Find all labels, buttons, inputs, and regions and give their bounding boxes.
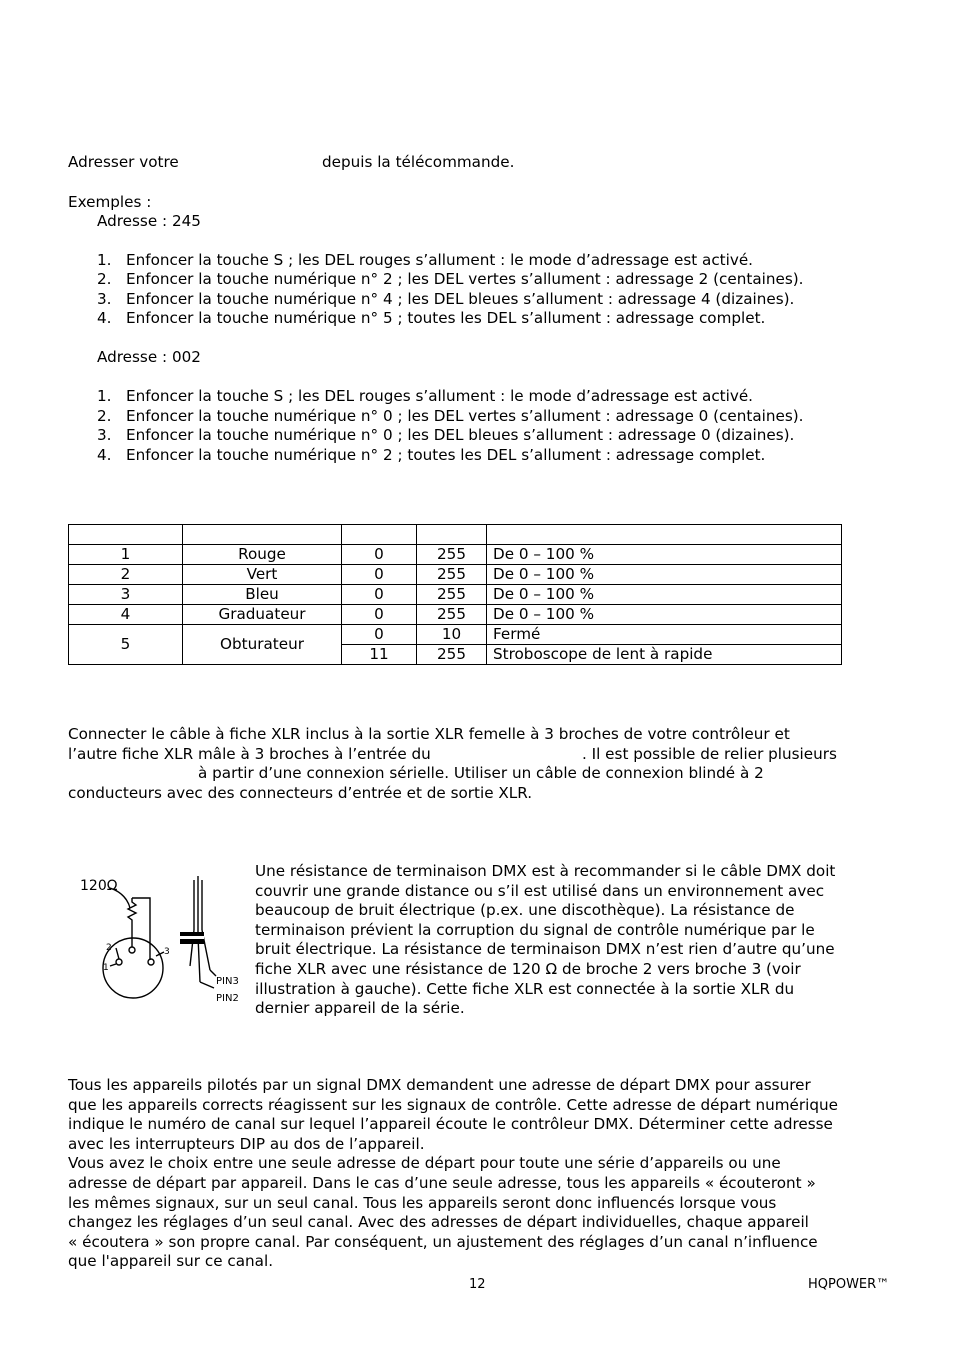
table-row	[69, 565, 842, 585]
min-cell: 0	[342, 585, 417, 605]
min-cell: 0	[342, 605, 417, 625]
examples-label: Exemples :	[68, 193, 152, 211]
step-number: 4.	[97, 309, 112, 327]
step-text: Enfoncer la touche numérique n° 4 ; les DEL bleues s’allument : adressage 4 (dizaines).	[126, 290, 795, 308]
step-text: Enfoncer la touche numérique n° 2 ; toutes les DEL s’allument : adressage complet.	[126, 446, 766, 464]
pin-2-number: 2	[106, 943, 112, 953]
step-number: 1.	[97, 387, 112, 405]
min-cell: 0	[342, 625, 417, 645]
termination-paragraph: Une résistance de terminaison DMX est à recommander si le câble DMX doit couvrir une grande distance ou s’il est utilisé dans un environnement avec beaucoup de bruit électrique (p.ex. une discothèque). La résistance de terminaison prévient la corruption du signal de contrôle numérique par le bruit électrique. La résistance de terminaison DMX n’est rien d’autre qu’une fiche XLR avec une résistance de 120 Ω de broche 2 vers broche 3 (voir illustration à gauche). Cette fiche XLR est connectée à la sortie XLR du dernier appareil de la série.	[255, 862, 836, 1018]
intro-lead: Adresser votre	[68, 153, 179, 171]
step-number: 3.	[97, 426, 112, 444]
step-number: 4.	[97, 446, 112, 464]
connection-line-2b: . Il est possible de relier plusieurs	[582, 745, 837, 763]
channel-cell: 4	[69, 605, 183, 625]
max-cell: 255	[417, 645, 487, 665]
function-cell: Vert	[183, 565, 342, 585]
resistor-label: 120Ω	[80, 878, 118, 894]
min-cell: 0	[342, 565, 417, 585]
channel-cell: 5	[69, 625, 183, 665]
dmx-channel-table	[68, 524, 842, 665]
max-cell: 10	[417, 625, 487, 645]
table-row	[69, 605, 842, 625]
step-number: 2.	[97, 270, 112, 288]
pin-3-number: 3	[164, 947, 170, 957]
desc-cell: De 0 – 100 %	[487, 565, 842, 585]
intro-trail: depuis la télécommande.	[322, 153, 515, 171]
function-cell: Graduateur	[183, 605, 342, 625]
table-row	[69, 625, 842, 645]
connection-line-1: Connecter le câble à fiche XLR inclus à la sortie XLR femelle à 3 broches de votre contrôleur et	[68, 725, 790, 743]
max-cell: 255	[417, 565, 487, 585]
channel-cell: 1	[69, 545, 183, 565]
desc-cell: Fermé	[487, 625, 842, 645]
step-text: Enfoncer la touche S ; les DEL rouges s’allument : le mode d’adressage est activé.	[126, 387, 754, 405]
pin-1-number: 1	[103, 963, 109, 973]
step-number: 2.	[97, 407, 112, 425]
min-cell: 0	[342, 545, 417, 565]
step-text: Enfoncer la touche S ; les DEL rouges s’allument : le mode d’adressage est activé.	[126, 251, 754, 269]
pin2-label: PIN2	[216, 993, 239, 1004]
max-cell: 255	[417, 605, 487, 625]
table-header-cell	[183, 525, 342, 545]
example1-title: Adresse : 245	[97, 212, 201, 230]
step-text: Enfoncer la touche numérique n° 2 ; les DEL vertes s’allument : adressage 2 (centaines).	[126, 270, 804, 288]
table-header-cell	[69, 525, 183, 545]
table-header-cell	[342, 525, 417, 545]
dmx-address-paragraph: Tous les appareils pilotés par un signal DMX demandent une adresse de départ DMX pour assurer que les appareils corrects réagissent sur les signaux de contrôle. Cette adresse de départ numérique indique le numéro de canal sur lequel l’appareil écoute le contrôleur DMX. Déterminer cette adresse avec les interrupteurs DIP au dos de l’appareil. Vous avez le choix entre une seule adresse de départ pour toute une série d’appareils ou une adresse de départ par appareil. Dans le cas d’une seule adresse, tous les appareils « écouteront » les mêmes signaux, sur un seul canal. Tous les appareils seront donc influencés lorsque vous changez les réglages d’un seul canal. Avec des adresses de départ individuelles, chaque appareil « écoutera » son propre canal. Par conséquent, un ajustement des réglages d’un canal n’influence que l'appareil sur ce canal.	[68, 1076, 838, 1271]
table-header-row	[69, 525, 842, 545]
step-number: 1.	[97, 251, 112, 269]
table-row	[69, 585, 842, 605]
page-number: 12	[469, 1277, 486, 1292]
step-number: 3.	[97, 290, 112, 308]
max-cell: 255	[417, 585, 487, 605]
connection-line-2a: l’autre fiche XLR mâle à 3 broches à l’entrée du	[68, 745, 431, 763]
table-header-cell	[487, 525, 842, 545]
desc-cell: Stroboscope de lent à rapide	[487, 645, 842, 665]
brand-name: HQPOWER™	[808, 1277, 890, 1292]
desc-cell: De 0 – 100 %	[487, 545, 842, 565]
desc-cell: De 0 – 100 %	[487, 605, 842, 625]
table-row	[69, 545, 842, 565]
channel-cell: 3	[69, 585, 183, 605]
max-cell: 255	[417, 545, 487, 565]
step-text: Enfoncer la touche numérique n° 0 ; les DEL bleues s’allument : adressage 0 (dizaines).	[126, 426, 795, 444]
function-cell: Obturateur	[183, 625, 342, 665]
pin3-label: PIN3	[216, 976, 239, 987]
connection-line-3: à partir d’une connexion sérielle. Utiliser un câble de connexion blindé à 2	[198, 764, 764, 782]
example2-title: Adresse : 002	[97, 348, 201, 366]
min-cell: 11	[342, 645, 417, 665]
channel-cell: 2	[69, 565, 183, 585]
table-header-cell	[417, 525, 487, 545]
desc-cell: De 0 – 100 %	[487, 585, 842, 605]
step-text: Enfoncer la touche numérique n° 5 ; toutes les DEL s’allument : adressage complet.	[126, 309, 766, 327]
function-cell: Bleu	[183, 585, 342, 605]
connection-line-4: conducteurs avec des connecteurs d’entrée et de sortie XLR.	[68, 784, 533, 802]
step-text: Enfoncer la touche numérique n° 0 ; les DEL vertes s’allument : adressage 0 (centaines).	[126, 407, 804, 425]
xlr-termination-diagram	[70, 870, 250, 1010]
function-cell: Rouge	[183, 545, 342, 565]
